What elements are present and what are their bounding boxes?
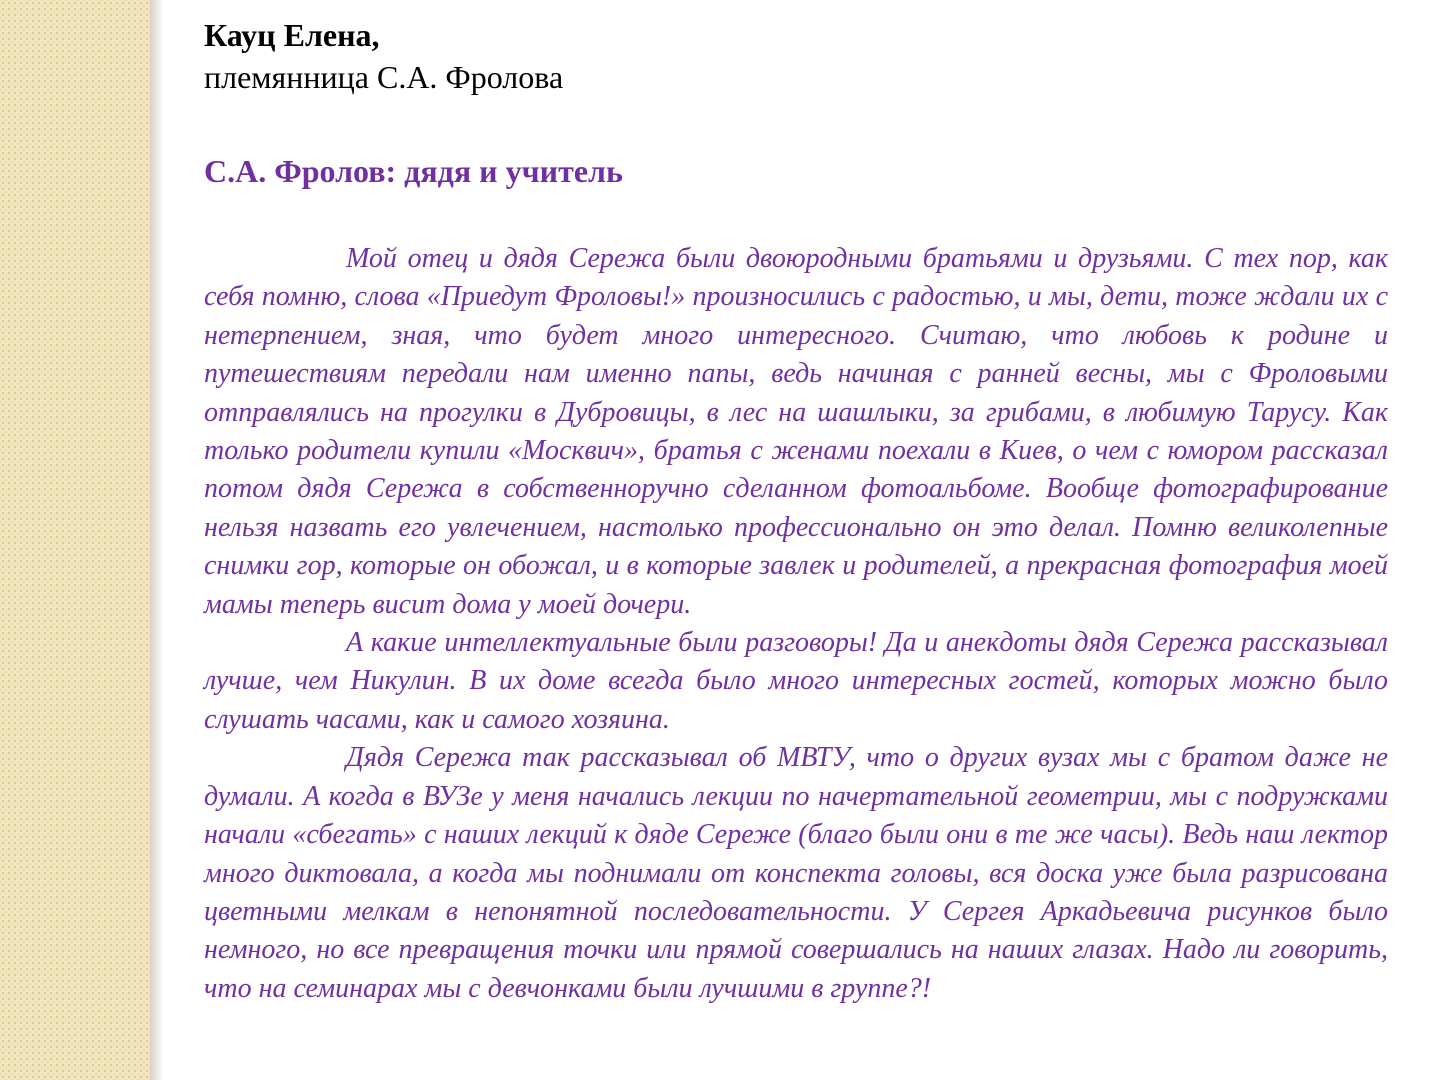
author-role: племянница С.А. Фролова	[204, 59, 564, 95]
paragraph-3: Дядя Сережа так рассказывал об МВТУ, что о других вузах мы с братом даже не думали. А когда в ВУЗе у меня начались лекции по начертательной геометрии, мы с подружками начали «сбегать» с наших лекций к дяде Сереже (благо были они в те же часы). Ведь наш лектор много диктовала, а когда мы поднимали от конспекта головы, вся доска уже была разрисована цветными мелкам в непонятной последовательности. У Сергея Аркадьевича рисунков было немного, но все превращения точки или прямой совершались на наших глазах. Надо ли говорить, что на семинарах мы с девчонками были лучшими в группе?!	[204, 742, 1388, 1004]
paragraph-2: А какие интеллектуальные были разговоры! Да и анекдоты дядя Сережа рассказывал лучше, чем Никулин. В их доме всегда было много интересных гостей, которых можно было слушать часами, как и самого хозяина.	[204, 627, 1388, 735]
decorative-side-strip	[0, 0, 150, 1080]
slide-content	[204, 14, 1388, 1008]
side-strip-shadow	[150, 0, 164, 1080]
article-body	[204, 240, 1388, 1008]
author-name: Кауц Елена,	[204, 17, 380, 53]
article-title: С.А. Фролов: дядя и учитель	[204, 153, 623, 189]
paragraph-1: Мой отец и дядя Сережа были двоюродными братьями и друзьями. С тех пор, как себя помню, слова «Приедут Фроловы!» произносились с радостью, и мы, дети, тоже ждали их с нетерпением, зная, что будет много интересного. Считаю, что любовь к родине и путешествиям передали нам именно папы, ведь начиная с ранней весны, мы с Фроловыми отправлялись на прогулки в Дубровицы, в лес на шашлыки, за грибами, в любимую Тарусу. Как только родители купили «Москвич», братья с женами поехали в Киев, о чем с юмором рассказал потом дядя Сережа в собственноручно сделанном фотоальбоме. Вообще фотографирование нельзя назвать его увлечением, настолько профессионально он это делал. Помню великолепные снимки гор, которые он обожал, и в которые завлек и родителей, а прекрасная фотография моей мамы теперь висит дома у моей дочери.	[204, 243, 1388, 620]
